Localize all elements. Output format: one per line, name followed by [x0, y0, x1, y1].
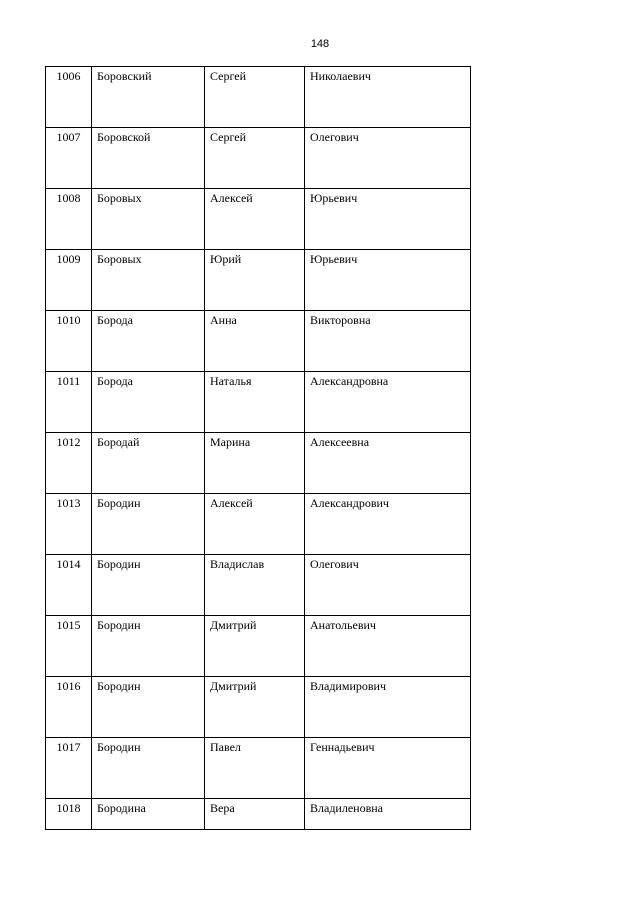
patronymic-cell: Олегович [305, 555, 471, 616]
table-row [46, 494, 471, 555]
patronymic-cell: Юрьевич [305, 189, 471, 250]
patronymic-cell: Александрович [305, 494, 471, 555]
first-name-cell: Владислав [205, 555, 305, 616]
surname-cell: Бородина [92, 799, 205, 830]
surname-cell: Бородин [92, 677, 205, 738]
table-row [46, 433, 471, 494]
first-name-cell: Юрий [205, 250, 305, 311]
patronymic-cell: Юрьевич [305, 250, 471, 311]
row-number-cell: 1016 [46, 677, 92, 738]
surname-cell: Боровых [92, 189, 205, 250]
names-table-body [46, 67, 471, 830]
table-row [46, 555, 471, 616]
row-number-cell: 1011 [46, 372, 92, 433]
patronymic-cell: Олегович [305, 128, 471, 189]
first-name-cell: Анна [205, 311, 305, 372]
first-name-cell: Алексей [205, 189, 305, 250]
surname-cell: Боровский [92, 67, 205, 128]
surname-cell: Борода [92, 372, 205, 433]
row-number-cell: 1006 [46, 67, 92, 128]
table-row [46, 128, 471, 189]
patronymic-cell: Владимирович [305, 677, 471, 738]
patronymic-cell: Николаевич [305, 67, 471, 128]
surname-cell: Боровской [92, 128, 205, 189]
table-row [46, 677, 471, 738]
first-name-cell: Сергей [205, 128, 305, 189]
patronymic-cell: Владиленовна [305, 799, 471, 830]
table-row [46, 799, 471, 830]
first-name-cell: Марина [205, 433, 305, 494]
patronymic-cell: Александровна [305, 372, 471, 433]
row-number-cell: 1009 [46, 250, 92, 311]
names-table [45, 66, 471, 830]
surname-cell: Бородин [92, 738, 205, 799]
table-row [46, 250, 471, 311]
row-number-cell: 1015 [46, 616, 92, 677]
surname-cell: Бородин [92, 494, 205, 555]
first-name-cell: Вера [205, 799, 305, 830]
table-row [46, 372, 471, 433]
first-name-cell: Сергей [205, 67, 305, 128]
patronymic-cell: Викторовна [305, 311, 471, 372]
table-row [46, 189, 471, 250]
row-number-cell: 1012 [46, 433, 92, 494]
row-number-cell: 1017 [46, 738, 92, 799]
row-number-cell: 1018 [46, 799, 92, 830]
patronymic-cell: Геннадьевич [305, 738, 471, 799]
row-number-cell: 1007 [46, 128, 92, 189]
table-row [46, 311, 471, 372]
table-row [46, 616, 471, 677]
table-row [46, 67, 471, 128]
first-name-cell: Дмитрий [205, 677, 305, 738]
first-name-cell: Дмитрий [205, 616, 305, 677]
patronymic-cell: Алексеевна [305, 433, 471, 494]
surname-cell: Бородин [92, 555, 205, 616]
row-number-cell: 1014 [46, 555, 92, 616]
first-name-cell: Павел [205, 738, 305, 799]
surname-cell: Борода [92, 311, 205, 372]
patronymic-cell: Анатольевич [305, 616, 471, 677]
surname-cell: Боровых [92, 250, 205, 311]
surname-cell: Бородин [92, 616, 205, 677]
first-name-cell: Наталья [205, 372, 305, 433]
page-number: 148 [310, 38, 330, 50]
row-number-cell: 1008 [46, 189, 92, 250]
row-number-cell: 1010 [46, 311, 92, 372]
first-name-cell: Алексей [205, 494, 305, 555]
table-row [46, 738, 471, 799]
surname-cell: Бородай [92, 433, 205, 494]
row-number-cell: 1013 [46, 494, 92, 555]
